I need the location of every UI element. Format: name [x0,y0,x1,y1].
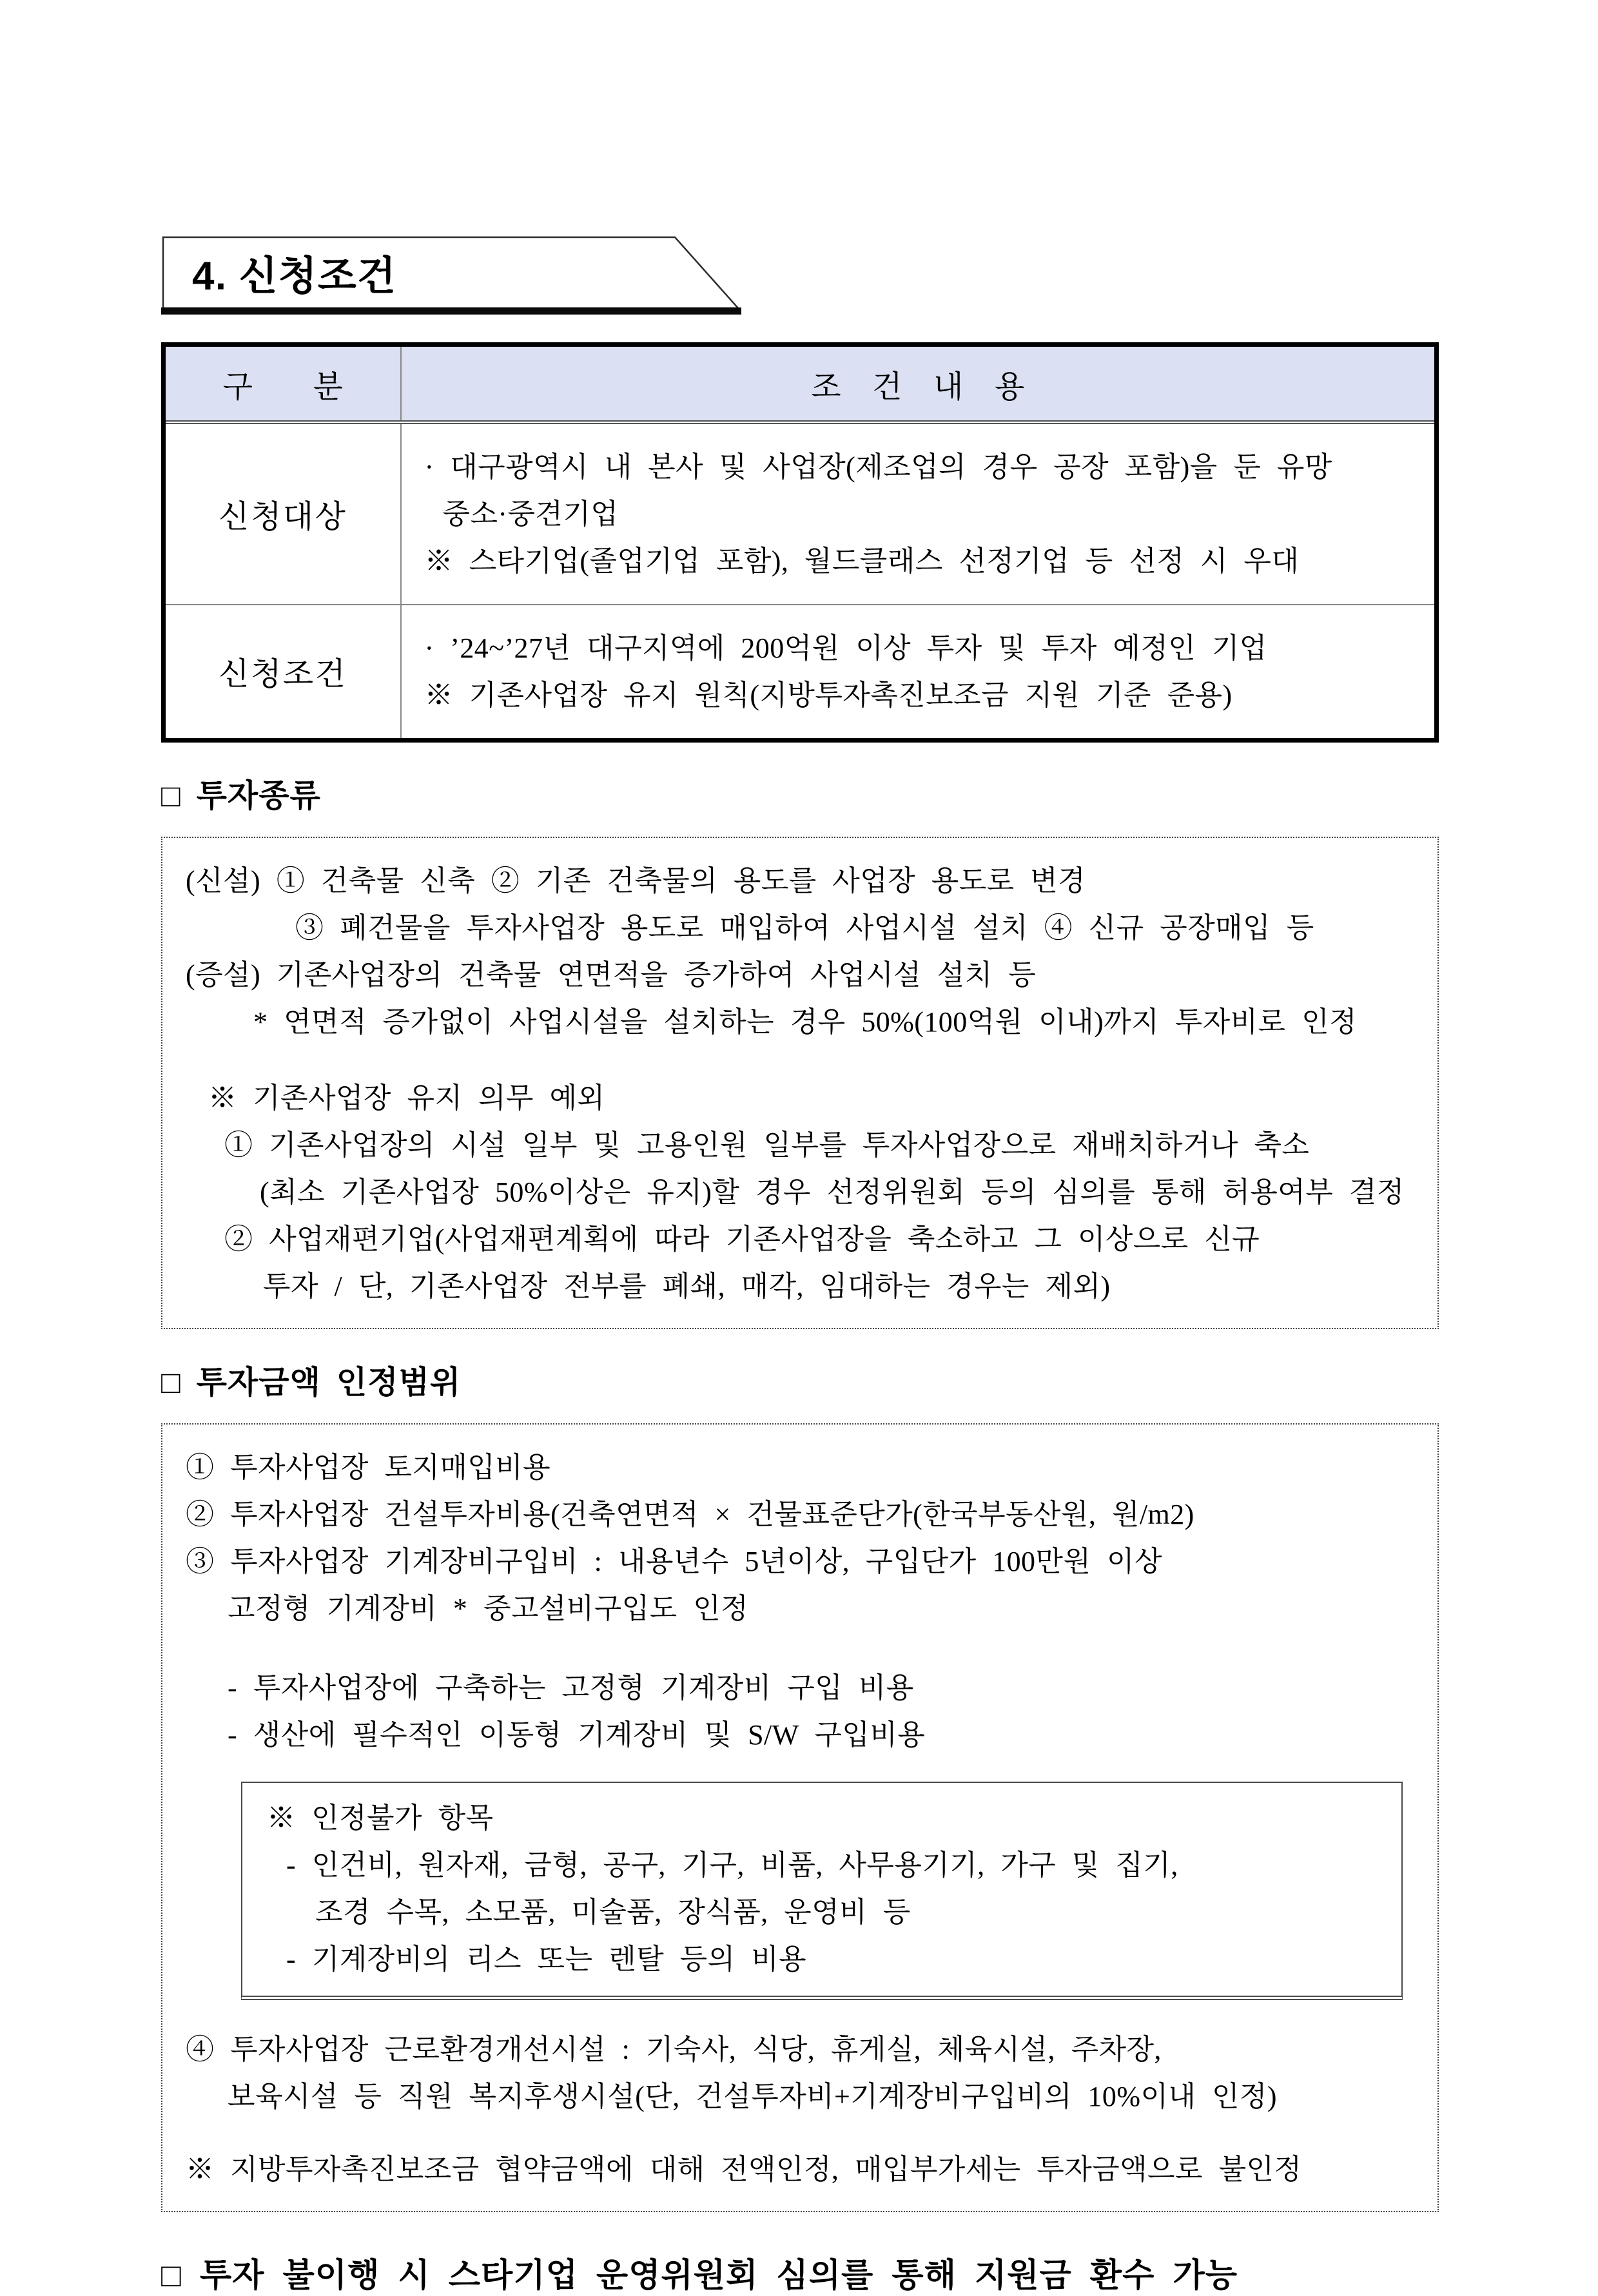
box-line: ② 사업재편기업(사업재편계획에 따라 기존사업장을 축소하고 그 이상으로 신규 [224,1223,1260,1255]
table-text-line: ※ 기존사업장 유지 원칙(지방투자촉진보조금 지원 기준 준용) [424,679,1233,711]
invest-amount-box [161,1423,1439,2212]
conditions-table [161,342,1439,743]
table-header-row [164,345,1437,423]
heading-invest-amount: □ 투자금액 인정범위 [161,1365,462,1400]
invest-types-box [161,837,1439,1329]
table-header-content: 조 건 내 용 [401,345,1437,423]
box-line: ③ 폐건물을 투자사업장 용도로 매입하여 사업시설 설치 ④ 신규 공장매입 등 [295,912,1314,944]
heading-invest-types: □ 투자종류 [161,778,321,813]
box-line: * 연면적 증가없이 사업시설을 설치하는 경우 50%(100억원 이내)까지 투자비로 인정 [253,1006,1357,1038]
table-text-line: · 대구광역시 내 본사 및 사업장(제조업의 경우 공장 포함)을 둔 유망 [424,451,1332,483]
section-title: 4. 신청조건 [192,254,397,299]
table-text-line: ※ 스타기업(졸업기업 포함), 월드클래스 선정기업 등 선정 시 우대 [424,545,1300,577]
box-line: - 기계장비의 리스 또는 렌탈 등의 비용 [286,1943,807,1975]
box-line: 보육시설 등 직원 복지후생시설(단, 건설투자비+기계장비구입비의 10%이내 인정) [228,2081,1277,2112]
document-content [161,235,1439,2296]
box-line: ② 투자사업장 건설투자비용(건축연면적 × 건물표준단가(한국부동산원, 원/m2) [186,1499,1194,1530]
footer-note: □ 투자 불이행 시 스타기업 운영위원회 심의를 통해 지원금 환수 가능 [161,2258,1238,2294]
box-line: - 투자사업장에 구축하는 고정형 기계장비 구입 비용 [228,1672,914,1704]
table-text-line: · ’24~’27년 대구지역에 200억원 이상 투자 및 투자 예정인 기업 [424,632,1267,664]
box-line: 조경 수목, 소모품, 미술품, 장식품, 운영비 등 [315,1896,911,1928]
box-line: - 인건비, 원자재, 금형, 공구, 기구, 비품, 사무용기기, 가구 및 집기, [286,1849,1178,1881]
excluded-items-box [241,1782,1403,2000]
box-line: ※ 지방투자촉진보조금 협약금액에 대해 전액인정, 매입부가세는 투자금액으로 불인정 [186,2154,1302,2185]
box-line: 투자 / 단, 기존사업장 전부를 폐쇄, 매각, 임대하는 경우는 제외) [263,1270,1111,1302]
box-line: (신설) ① 건축물 신축 ② 기존 건축물의 용도를 사업장 용도로 변경 [186,865,1086,897]
box-line: 고정형 기계장비 * 중고설비구입도 인정 [228,1593,749,1624]
table-header-category: 구 분 [164,345,401,423]
box-line: (증설) 기존사업장의 건축물 연면적을 증가하여 사업시설 설치 등 [186,959,1037,991]
row-label-target: 신청대상 [164,422,401,605]
box-line: ④ 투자사업장 근로환경개선시설 : 기숙사, 식당, 휴게실, 체육시설, 주차장, [186,2034,1162,2065]
box-line: (최소 기존사업장 50%이상은 유지)할 경우 선정위원회 등의 심의를 통해 허용여부 결정 [260,1176,1405,1208]
section-banner [161,235,745,316]
row-content-target [401,422,1437,605]
table-row-target [164,422,1437,605]
row-label-condition: 신청조건 [164,605,401,741]
box-line: ① 기존사업장의 시설 일부 및 고용인원 일부를 투자사업장으로 재배치하거나 축소 [224,1129,1310,1161]
box-line: ① 투자사업장 토지매입비용 [186,1452,551,1483]
box-line: ③ 투자사업장 기계장비구입비 : 내용년수 5년이상, 구입단가 100만원 이상 [186,1546,1162,1577]
excluded-title: ※ 인정불가 항목 [267,1802,494,1834]
box-line: ※ 기존사업장 유지 의무 예외 [208,1082,605,1114]
box-line: - 생산에 필수적인 이동형 기계장비 및 S/W 구입비용 [228,1719,926,1751]
row-content-condition [401,605,1437,741]
table-text-line: 중소·중견기업 [442,498,619,530]
table-row-condition [164,605,1437,741]
